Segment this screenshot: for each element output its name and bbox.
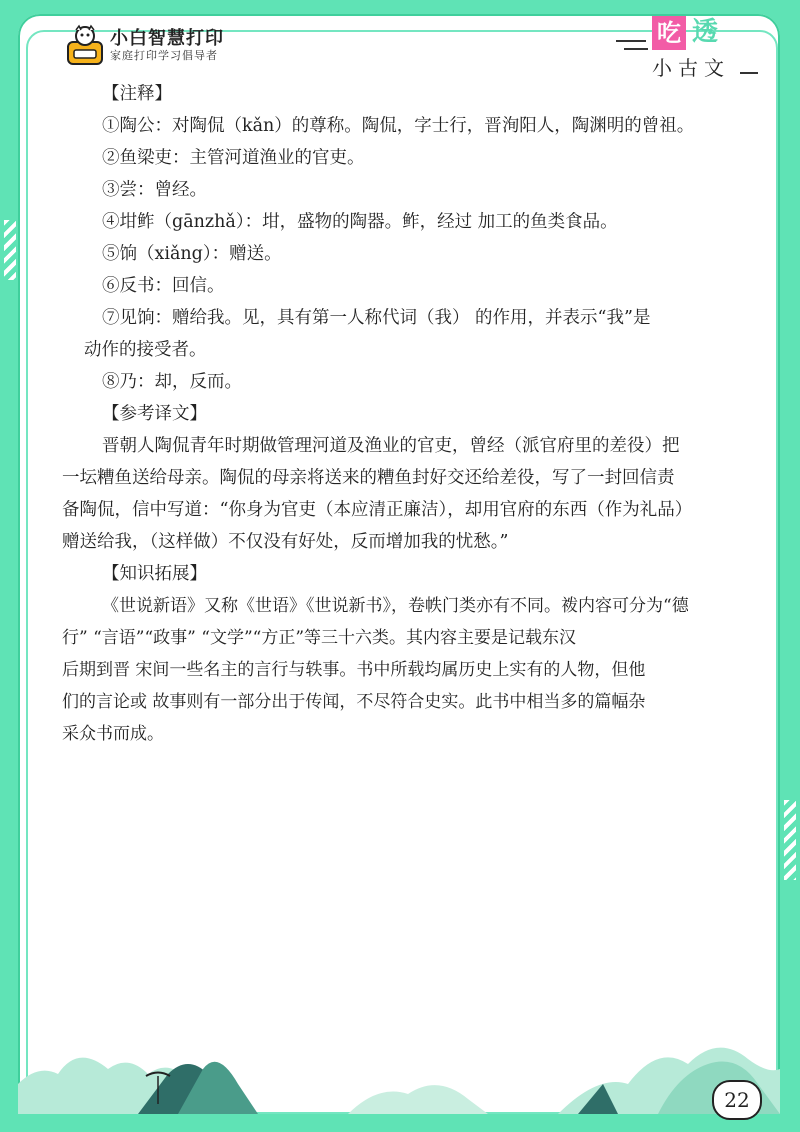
knowledge-line: 们的言论或 故事则有一部分出于传闻，不尽符合史实。此书中相当多的篇幅杂 — [62, 692, 646, 712]
brand-logo — [66, 24, 224, 68]
decorative-line — [740, 72, 758, 74]
knowledge-line: 采众书而成。 — [62, 724, 164, 744]
decorative-line — [616, 40, 646, 42]
translation-heading: 【参考译文】 — [102, 404, 207, 424]
translation-line: 赠送给我，（这样做）不仅没有好处，反而增加我的忧愁。” — [62, 532, 509, 552]
note-item: ④坩鲊（gānzhǎ）：坩，盛物的陶器。鲊，经过 加工的鱼类食品。 — [102, 212, 618, 232]
note-item: ③尝：曾经。 — [102, 180, 207, 200]
knowledge-heading: 【知识拓展】 — [102, 564, 207, 584]
mountain-landscape-illustration — [18, 1014, 780, 1114]
decorative-line — [624, 48, 648, 50]
brand-subtitle: 小古文 — [652, 56, 730, 80]
decorative-stripes — [784, 800, 796, 880]
note-item: ①陶公：对陶侃（kǎn）的尊称。陶侃，字士行，晋洵阳人，陶渊明的曾祖。 — [102, 116, 695, 136]
logo-title: 小白智慧打印 — [110, 28, 224, 49]
note-item: ⑤饷（xiǎng）：赠送。 — [102, 244, 282, 264]
knowledge-line: 《世说新语》又称《世语》《世说新书》，卷帙门类亦有不同。袯内容可分为“德 — [102, 596, 689, 616]
translation-line: 晋朝人陶侃青年时期做管理河道及渔业的官吏，曾经（派官府里的差役）把 — [102, 436, 680, 456]
logo-subtitle: 家庭打印学习倡导者 — [110, 49, 218, 62]
knowledge-line: 行” “言语”“政事” “文学”“方正”等三十六类。其内容主要是记载东汉 — [62, 628, 577, 648]
brand-char-1: 吃 — [652, 16, 686, 50]
note-item: ⑧乃：却，反而。 — [102, 372, 242, 392]
printer-icon — [66, 24, 104, 68]
decorative-stripes — [4, 220, 16, 280]
series-brand — [616, 14, 766, 84]
note-item-continued: 动作的接受者。 — [84, 340, 207, 360]
knowledge-line: 后期到晋 宋间一些名主的言行与轶事。书中所载均属历史上实有的人物，但他 — [62, 660, 646, 680]
brand-char-2: 透 — [691, 17, 718, 47]
note-item: ⑥反书：回信。 — [102, 276, 225, 296]
note-item: ②鱼梁吏：主管河道渔业的官吏。 — [102, 148, 365, 168]
notes-heading: 【注释】 — [102, 84, 172, 104]
article-body — [62, 78, 742, 750]
translation-line: 备陶侃，信中写道：“你身为官吏（本应清正廉洁），却用官府的东西（作为礼品） — [62, 500, 693, 520]
page-number: 22 — [712, 1080, 762, 1120]
note-item: ⑦见饷：赠给我。见，具有第一人称代词（我） 的作用，并表示“我”是 — [102, 308, 651, 328]
translation-line: 一坛糟鱼送给母亲。陶侃的母亲将送来的糟鱼封好交还给差役，写了一封回信责 — [62, 468, 675, 488]
